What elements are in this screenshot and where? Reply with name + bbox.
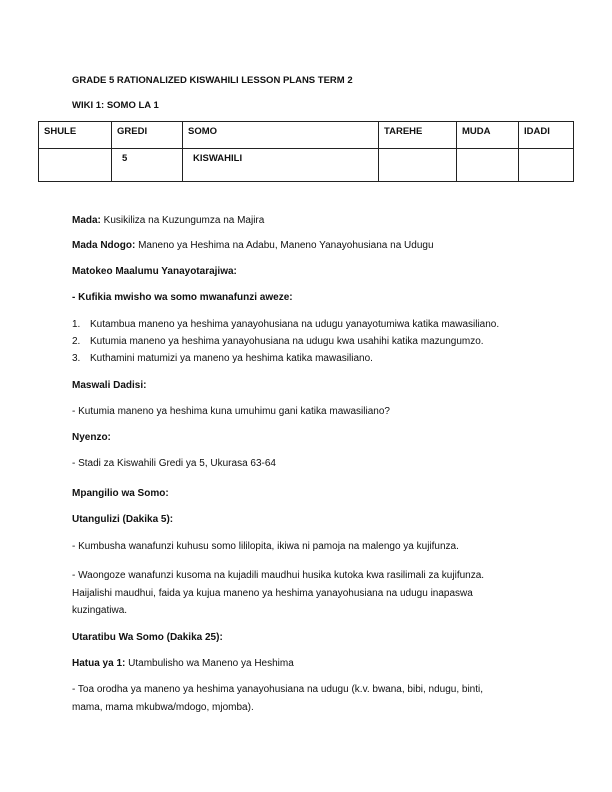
utangulizi-heading: Utangulizi (Dakika 5): — [72, 514, 174, 525]
mada-ndogo-label: Mada Ndogo: — [72, 240, 136, 251]
list-item — [72, 319, 499, 331]
list-text: Kuthamini matumizi ya maneno ya heshima katika mawasiliano. — [90, 353, 373, 364]
list-text: Kutumia maneno ya heshima yanayohusiana na udugu kwa usahihi katika mazungumzo. — [90, 336, 484, 347]
list-item — [72, 336, 484, 348]
cell-shule — [39, 149, 112, 182]
mada-line — [72, 215, 264, 227]
matokeo-heading: Matokeo Maalumu Yanayotarajiwa: — [72, 266, 237, 277]
utangulizi-paragraph-2-line: - Waongoze wanafunzi kusoma na kujadili maudhui husika kutoka kwa rasilimali za kujifunza. — [72, 570, 485, 581]
utaratibu-heading: Utaratibu Wa Somo (Dakika 25): — [72, 632, 223, 643]
mada-ndogo-line — [72, 240, 434, 252]
header-shule: SHULE — [39, 122, 112, 149]
header-idadi: IDADI — [519, 122, 574, 149]
maswali-heading: Maswali Dadisi: — [72, 380, 147, 391]
header-gredi: GREDI — [112, 122, 183, 149]
table-header-row — [39, 122, 574, 149]
week-lesson-label: WIKI 1: SOMO LA 1 — [72, 100, 159, 111]
cell-somo: KISWAHILI — [183, 149, 379, 182]
document-title: GRADE 5 RATIONALIZED KISWAHILI LESSON PLANS TERM 2 — [72, 75, 353, 86]
utangulizi-paragraph-2-line: kuzingatiwa. — [72, 605, 128, 616]
hatua-1-line — [72, 658, 294, 670]
matokeo-intro: - Kufikia mwisho wa somo mwanafunzi aweze: — [72, 292, 293, 303]
mada-value: Kusikiliza na Kuzungumza na Majira — [100, 215, 265, 226]
mpangilio-heading: Mpangilio wa Somo: — [72, 488, 169, 499]
maswali-text: - Kutumia maneno ya heshima kuna umuhimu gani katika mawasiliano? — [72, 406, 390, 417]
nyenzo-text: - Stadi za Kiswahili Gredi ya 5, Ukurasa 63-64 — [72, 458, 276, 469]
lesson-info-table — [38, 121, 574, 182]
nyenzo-heading: Nyenzo: — [72, 432, 111, 443]
toa-orodha-line: mama, mama mkubwa/mdogo, mjomba). — [72, 702, 254, 713]
cell-muda — [457, 149, 519, 182]
mada-label: Mada: — [72, 215, 101, 226]
table-row — [39, 149, 574, 182]
cell-gredi: 5 — [112, 149, 183, 182]
list-number: 2. — [72, 336, 81, 347]
list-item — [72, 353, 373, 365]
hatua-1-value: Utambulisho wa Maneno ya Heshima — [125, 658, 294, 669]
mada-ndogo-value: Maneno ya Heshima na Adabu, Maneno Yanayohusiana na Udugu — [135, 240, 434, 251]
utangulizi-paragraph-1: - Kumbusha wanafunzi kuhusu somo lililopita, ikiwa ni pamoja na malengo ya kujifunza. — [72, 541, 459, 552]
list-number: 1. — [72, 319, 81, 330]
list-text: Kutambua maneno ya heshima yanayohusiana na udugu yanayotumiwa katika mawasiliano. — [90, 319, 500, 330]
header-muda: MUDA — [457, 122, 519, 149]
toa-orodha-line: - Toa orodha ya maneno ya heshima yanayohusiana na udugu (k.v. bwana, bibi, ndugu, binti, — [72, 684, 484, 695]
hatua-1-label: Hatua ya 1: — [72, 658, 126, 669]
list-number: 3. — [72, 353, 81, 364]
utangulizi-paragraph-2-line: Haijalishi maudhui, faida ya kujua maneno ya heshima yanayohusiana na udugu inapaswa — [72, 588, 473, 599]
cell-tarehe — [379, 149, 457, 182]
header-tarehe: TAREHE — [379, 122, 457, 149]
cell-idadi — [519, 149, 574, 182]
header-somo: SOMO — [183, 122, 379, 149]
